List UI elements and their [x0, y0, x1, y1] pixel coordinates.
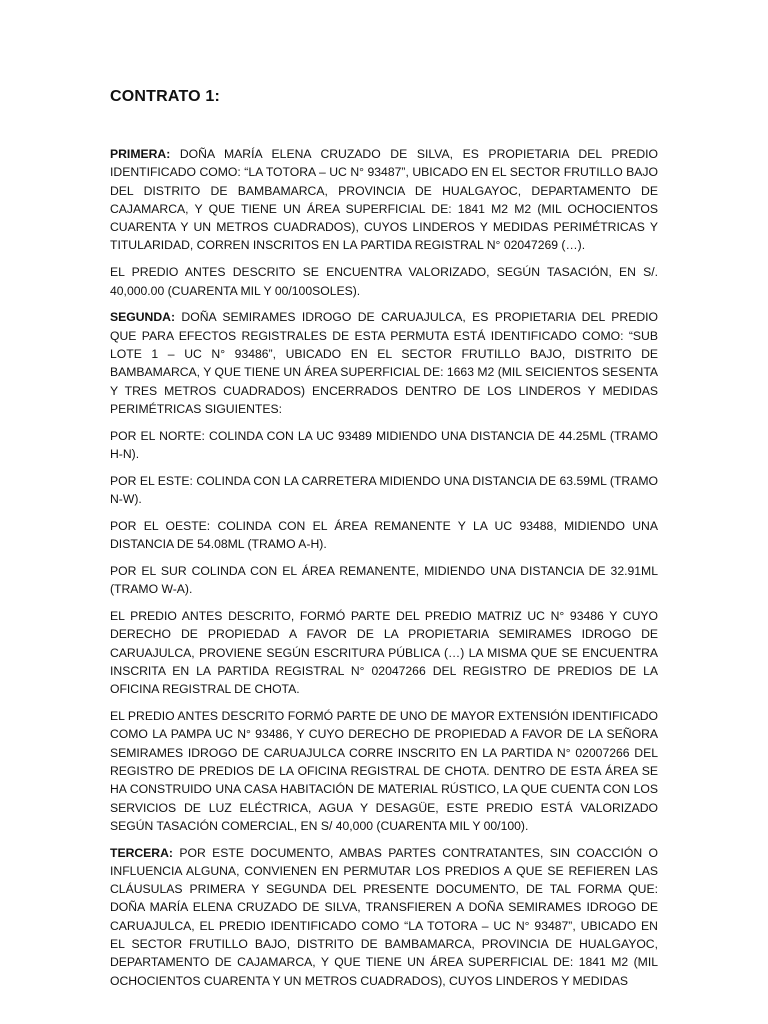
clause-segunda [110, 308, 658, 418]
clause-label: PRIMERA: [110, 147, 171, 161]
clause-tercera [110, 844, 658, 990]
boundary-west [110, 517, 658, 554]
paragraph-text: POR EL OESTE: COLINDA CON EL ÁREA REMANENTE Y LA UC 93488, MIDIENDO UNA DISTANCIA DE 54.08ML (TRAMO A-H). [110, 518, 658, 552]
paragraph-text: POR EL ESTE: COLINDA CON LA CARRETERA MIDIENDO UNA DISTANCIA DE 63.59ML (TRAMO N-W). [110, 473, 658, 507]
clause-primera [110, 145, 658, 255]
paragraph-text: EL PREDIO ANTES DESCRITO FORMÓ PARTE DE UNO DE MAYOR EXTENSIÓN IDENTIFICADO COMO LA PAMPA UC N° 93486, Y CUYO DERECHO DE PROPIEDAD A FAVOR DE LA SEÑORA SEMIRAMES IDROGO DE CARUAJULCA CORRE INSCRITO EN LA PARTIDA N° 02007266 DEL REGISTRO DE PREDIOS DE LA OFICINA REGISTRAL DE CHOTA. DENTRO DE ESTA ÁREA SE HA CONSTRUIDO UNA CASA HABITACIÓN DE MATERIAL RÚSTICO, LA QUE CUENTA CON LOS SERVICIOS DE LUZ ELÉCTRICA, AGUA Y DESAGÜE, ESTE PREDIO ESTÁ VALORIZADO SEGÚN TASACIÓN COMERCIAL, EN S/ 40,000 (CUARENTA MIL Y 00/100). [110, 709, 658, 833]
boundary-south [110, 562, 658, 599]
paragraph-text: EL PREDIO ANTES DESCRITO, FORMÓ PARTE DEL PREDIO MATRIZ UC N° 93486 Y CUYO DERECHO DE PROPIEDAD A FAVOR DE LA PROPIETARIA SEMIRAMES IDROGO DE CARUAJULCA, PROVIENE SEGÚN ESCRITURA PÚBLICA (…) LA MISMA QUE SE ENCUENTRA INSCRITA EN LA PARTIDA REGISTRAL N° 02047266 DEL REGISTRO DE PREDIOS DE LA OFICINA REGISTRAL DE CHOTA. [110, 609, 658, 697]
document-title: CONTRATO 1: [110, 88, 221, 105]
clause-label: SEGUNDA: [110, 310, 176, 325]
clause-text: DOÑA SEMIRAMES IDROGO DE CARUAJULCA, ES PROPIETARIA DEL PREDIO QUE PARA EFECTOS REGISTRALES DE ESTA PERMUTA ESTÁ IDENTIFICADO COMO: “SUB LOTE 1 – UC N° 93486”, UBICADO EN EL SECTOR FRUTILLO BAJO, DISTRITO DE BAMBAMARCA, Y QUE TIENE UN ÁREA SUPERFICIAL DE: 1663 M2 (MIL SEICIENTOS SESENTA Y TRES METROS CUADRADOS) ENCERRADOS DENTRO DE LOS LINDEROS Y MEDIDAS PERIMÉTRICAS SIGUIENTES: [110, 310, 658, 416]
paragraph-text: EL PREDIO ANTES DESCRITO SE ENCUENTRA VALORIZADO, SEGÚN TASACIÓN, EN S/. 40,000.00 (CUARENTA MIL Y 00/100SOLES). [110, 265, 658, 298]
clause-label: TERCERA: [110, 845, 173, 860]
document-body [110, 145, 658, 998]
paragraph-valuation [110, 263, 658, 300]
clause-text: POR ESTE DOCUMENTO, AMBAS PARTES CONTRATANTES, SIN COACCIÓN O INFLUENCIA ALGUNA, CONVIENEN EN PERMUTAR LOS PREDIOS A QUE SE REFIEREN LAS CLÁUSULAS PRIMERA Y SEGUNDA DEL PRESENTE DOCUMENTO, DE TAL FORMA QUE: DOÑA MARÍA ELENA CRUZADO DE SILVA, TRANSFIEREN A DOÑA SEMIRAMES IDROGO DE CARUAJULCA, EL PREDIO IDENTIFICADO COMO “LA TOTORA – UC N° 93487”, UBICADO EN EL SECTOR FRUTILLO BAJO, DISTRITO DE BAMBAMARCA, PROVINCIA DE HUALGAYOC, DEPARTAMENTO DE CAJAMARCA, Y QUE TIENE UN ÁREA SUPERFICIAL DE: 1841 M2 (MIL OCHOCIENTOS CUARENTA Y UN METROS CUADRADOS), CUYOS LINDEROS Y MEDIDAS [110, 845, 658, 988]
paragraph-extension [110, 707, 658, 835]
paragraph-text: POR EL SUR COLINDA CON EL ÁREA REMANENTE, MIDIENDO UNA DISTANCIA DE 32.91ML (TRAMO W-A). [110, 563, 658, 597]
paragraph-origin [110, 607, 658, 698]
boundary-north [110, 427, 658, 464]
boundary-east [110, 472, 658, 509]
paragraph-text: POR EL NORTE: COLINDA CON LA UC 93489 MIDIENDO UNA DISTANCIA DE 44.25ML (TRAMO H-N). [110, 428, 658, 461]
clause-text: DOÑA MARÍA ELENA CRUZADO DE SILVA, ES PROPIETARIA DEL PREDIO IDENTIFICADO COMO: “LA TOTORA – UC N° 93487”, UBICADO EN EL SECTOR FRUTILLO BAJO DEL DISTRITO DE BAMBAMARCA, PROVINCIA DE HUALGAYOC, DEPARTAMENTO DE CAJAMARCA, Y QUE TIENE UN ÁREA SUPERFICIAL DE: 1841 M2 M2 (MIL OCHOCIENTOS CUARENTA Y UN METROS CUADRADOS), CUYOS LINDEROS Y MEDIDAS PERIMÉTRICAS Y TITULARIDAD, CORREN INSCRITOS EN LA PARTIDA REGISTRAL N° 02047269 (…). [110, 147, 658, 253]
